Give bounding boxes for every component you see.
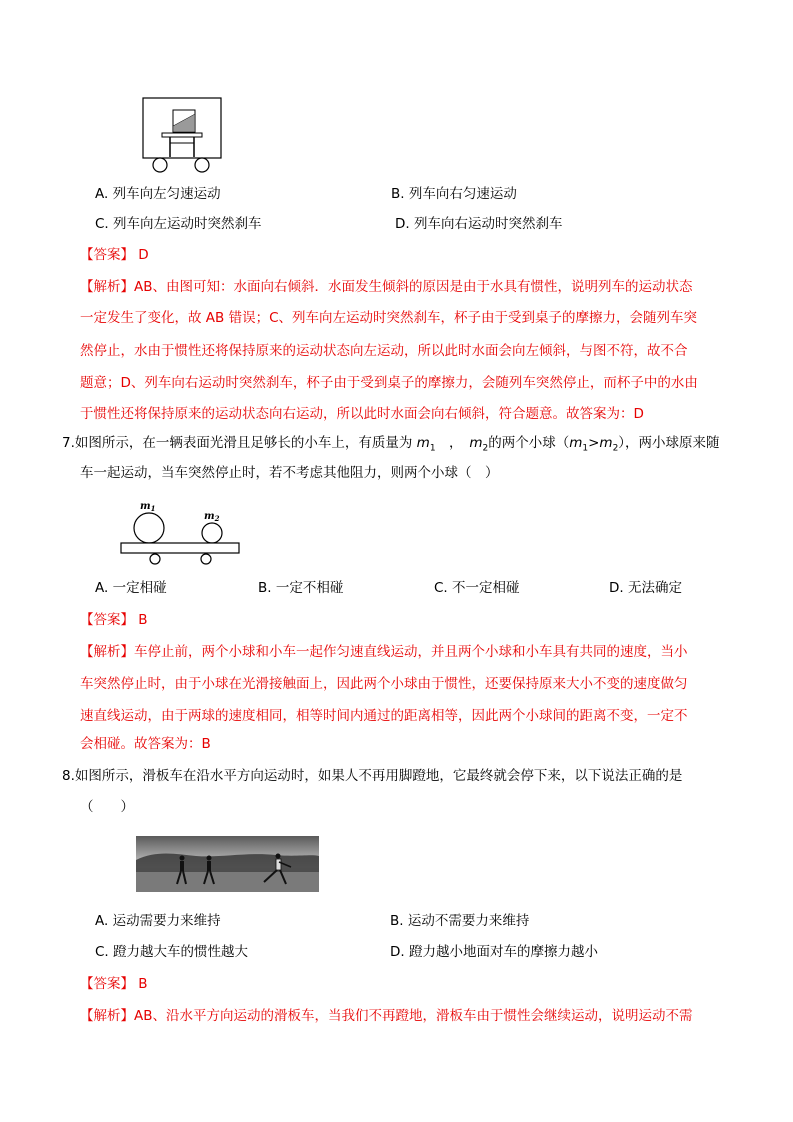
answer-label: 【答案】	[80, 976, 134, 992]
q7-analysis-line-3: 速直线运动，由于两球的速度相同，相等时间内通过的距离相等，因此两个小球间的距离不变，一定不	[80, 708, 688, 724]
q6-analysis-line-2: 一定发生了变化，故 AB 错误；C、列车向左运动时突然刹车，杯子由于受到桌子的摩擦力，会随列车突	[80, 310, 698, 326]
label-m1: $m_1$	[140, 501, 156, 513]
q7-analysis-line-1: 【解析】车停止前，两个小球和小车一起作匀速直线运动，并且两个小球和小车具有共同的速度，当小	[80, 644, 688, 660]
q8-option-b: B. 运动不需要力来维持	[390, 913, 530, 929]
q7-option-c: C. 不一定相碰	[434, 580, 520, 596]
analysis-label: 【解析】	[80, 1008, 134, 1024]
q6-analysis-line-1: 【解析】AB、由图可知：水面向右倾斜．水面发生倾斜的原因是由于水具有惯性，说明列车的运动状态	[80, 279, 693, 295]
ball-m1	[134, 513, 164, 543]
q7-stem-line-1: 7.如图所示，在一辆表面光滑且足够长的小车上，有质量为 $m_1$ ， $m_2$的两个小球$(m_1>m_2)$，两小球原来随	[62, 435, 720, 454]
q6-option-c: C. 列车向左运动时突然刹车	[95, 216, 262, 232]
q6-analysis-line-4: 题意；D、列车向右运动时突然刹车，杯子由于受到桌子的摩擦力，会随列车突然停止，而杯子中的水由	[80, 375, 698, 391]
hills	[136, 854, 319, 873]
q8-option-a: A. 运动需要力来维持	[95, 913, 221, 929]
skateboard-photo	[136, 836, 319, 892]
answer-value: D	[138, 247, 149, 263]
answer-value: B	[138, 976, 148, 992]
answer-label: 【答案】	[80, 612, 134, 628]
q7-analysis-line-4: 会相碰。故答案为：B	[80, 736, 211, 752]
q8-stem-line-2: （ ）	[80, 799, 134, 815]
q7-option-a: A. 一定相碰	[95, 580, 167, 596]
q7-answer	[80, 610, 148, 630]
analysis-label: 【解析】	[80, 279, 134, 295]
ground	[136, 872, 319, 892]
q8-option-c: C. 蹬力越大车的惯性越大	[95, 944, 249, 960]
train-cart-figure	[140, 95, 225, 175]
q6-analysis-line-5: 于惯性还将保持原来的运动状态向右运动，所以此时水面会向右倾斜，符合题意。故答案为：D	[80, 406, 644, 422]
cart-wheel-left	[150, 554, 160, 564]
q8-analysis-line-1: 【解析】AB、沿水平方向运动的滑板车，当我们不再蹬地，滑板车由于惯性会继续运动，说明运动不需	[80, 1008, 693, 1024]
q7-stem-line-2: 车一起运动，当车突然停止时，若不考虑其他阻力，则两个小球（ ）	[80, 465, 499, 481]
q7-option-d: D. 无法确定	[609, 580, 682, 596]
q8-stem-line-1: 8.如图所示，滑板车在沿水平方向运动时，如果人不再用脚蹬地，它最终就会停下来，以下说法正确的是	[62, 768, 683, 784]
answer-value: B	[138, 612, 148, 628]
q8-answer	[80, 974, 148, 994]
q6-option-a: A. 列车向左匀速运动	[95, 186, 221, 202]
q7-option-b: B. 一定不相碰	[258, 580, 344, 596]
ball-m2	[202, 523, 222, 543]
q6-answer	[80, 245, 149, 265]
q6-option-b: B. 列车向右匀速运动	[391, 186, 517, 202]
cart-board	[121, 543, 239, 553]
cart-wheel-right	[201, 554, 211, 564]
wheel-right	[195, 158, 209, 172]
q6-analysis-line-3: 然停止，水由于惯性还将保持原来的运动状态向左运动，所以此时水面会向左倾斜，与图不符，故不合	[80, 343, 688, 359]
wheel-left	[153, 158, 167, 172]
q8-option-d: D. 蹬力越小地面对车的摩擦力越小	[390, 944, 598, 960]
label-m2: $m_2$	[204, 511, 220, 523]
q6-option-d: D. 列车向右运动时突然刹车	[395, 216, 563, 232]
answer-label: 【答案】	[80, 247, 134, 263]
table-top	[162, 133, 202, 137]
two-balls-cart-figure	[118, 497, 244, 567]
q7-analysis-line-2: 车突然停止时，由于小球在光滑接触面上，因此两个小球由于惯性，还要保持原来大小不变的速度做匀	[80, 676, 688, 692]
analysis-label: 【解析】	[80, 644, 134, 660]
